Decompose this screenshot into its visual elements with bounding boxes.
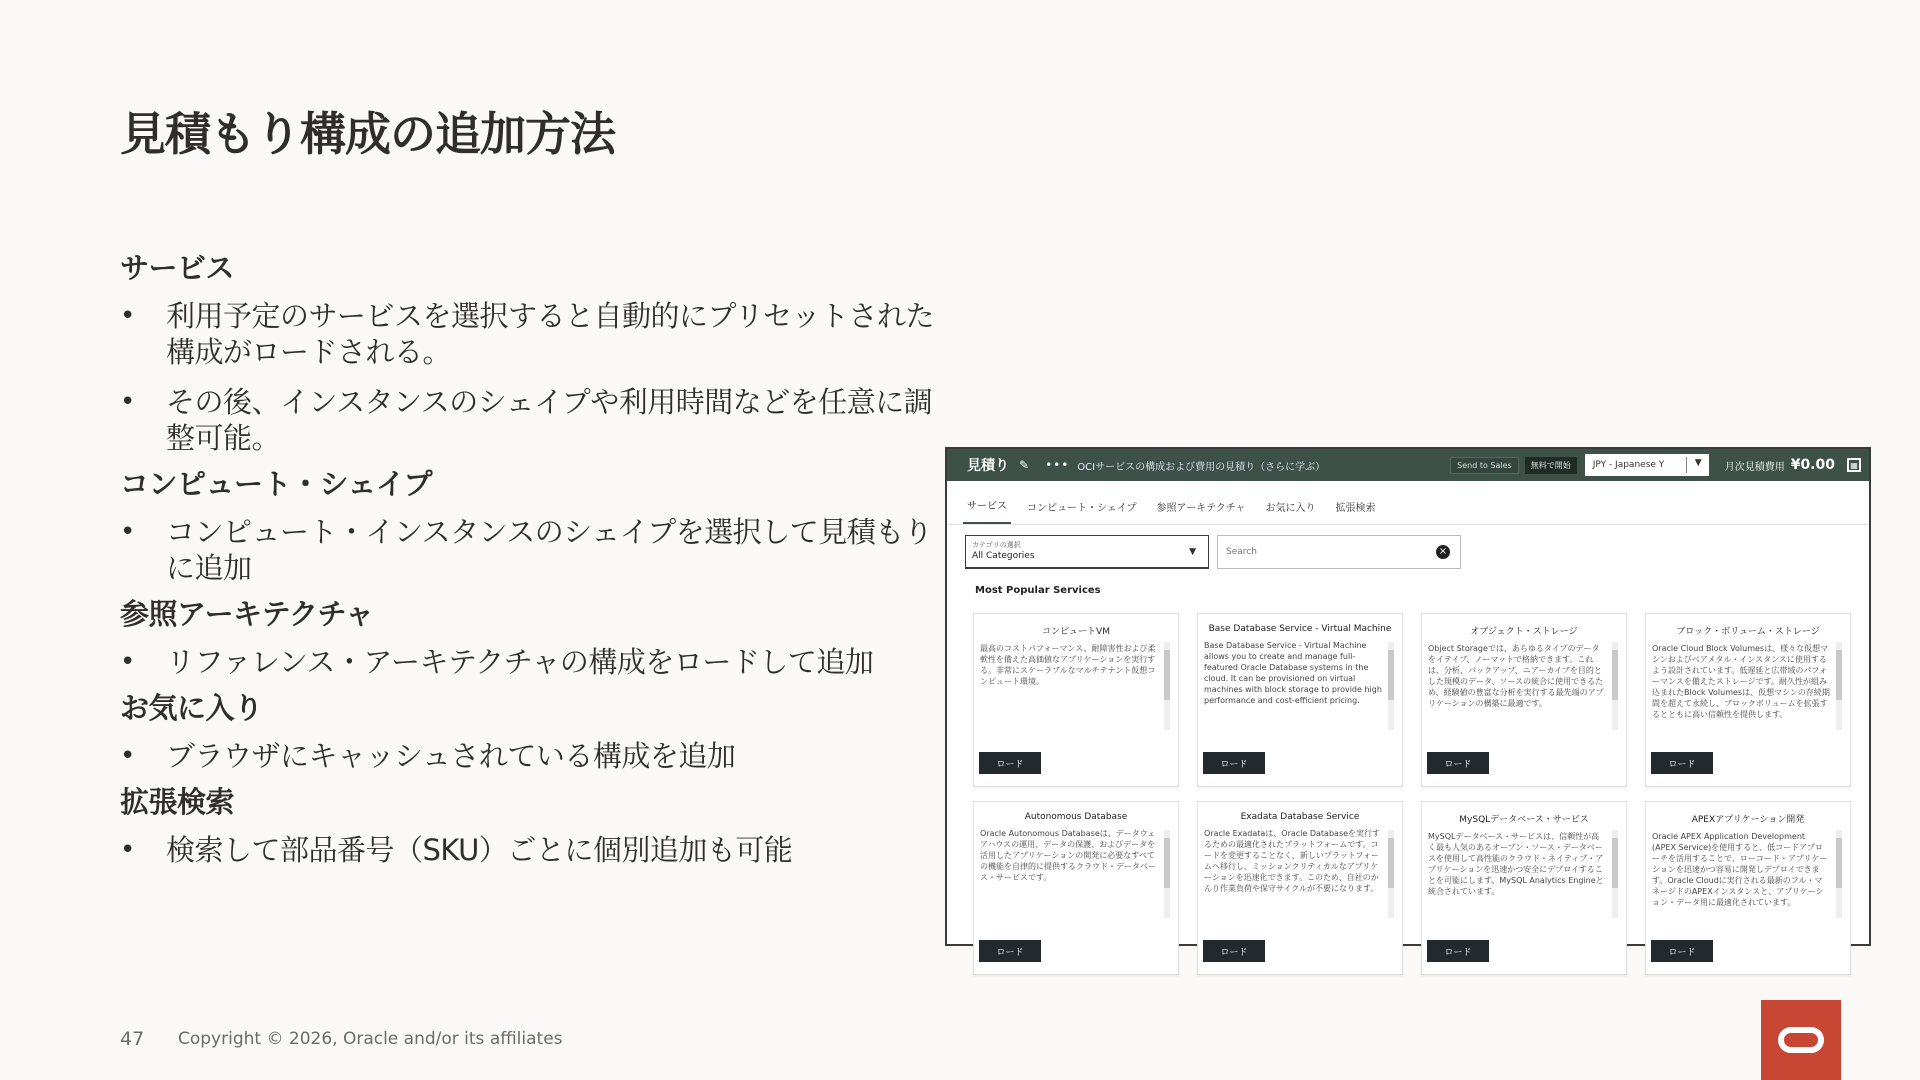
service-card xyxy=(1645,801,1851,975)
scrollbar-thumb[interactable] xyxy=(1836,838,1842,888)
service-card xyxy=(973,613,1179,787)
scrollbar-thumb[interactable] xyxy=(1164,650,1170,700)
send-to-sales-button[interactable]: Send to Sales xyxy=(1450,457,1519,474)
card-title: Autonomous Database xyxy=(1024,812,1128,822)
scrollbar-thumb[interactable] xyxy=(1836,650,1842,700)
tab-favorites[interactable]: お気に入り xyxy=(1265,503,1316,514)
tab-reference-architecture[interactable]: 参照アーキテクチャ xyxy=(1156,503,1246,514)
search-input[interactable] xyxy=(1218,536,1418,568)
load-button[interactable]: ロード xyxy=(979,940,1041,962)
card-title: Exadata Database Service xyxy=(1240,812,1360,822)
card-scrollbar[interactable] xyxy=(1612,642,1618,730)
load-button[interactable]: ロード xyxy=(1651,752,1713,774)
card-scrollbar[interactable] xyxy=(1164,830,1170,918)
monthly-cost-amount: ¥0.00 xyxy=(1790,457,1835,473)
scrollbar-thumb[interactable] xyxy=(1388,650,1394,700)
load-button[interactable]: ロード xyxy=(1203,752,1265,774)
estimator-topbar xyxy=(947,449,1869,481)
section-compute-shape xyxy=(120,462,960,586)
estimator-screenshot xyxy=(945,447,1871,958)
clear-icon[interactable]: × xyxy=(1436,545,1450,559)
card-description: Oracle Cloud Block Volumesは、様々な仮想マシンおよびベアメタル・インスタンスに使用するよう設計されています。低遅延と広帯域のパフォーマンスを備えたストレージです。耐久性が組み込まれたBlock Volumesは、仮想マシンの存続期間を超えて永続し、ブロックボリュームを拡張するとともに高い信頼性を提供します。 xyxy=(1652,644,1830,719)
service-card-grid xyxy=(973,613,1853,975)
card-title: ブロック・ボリューム・ストレージ xyxy=(1676,627,1820,637)
card-title: コンピュートVM xyxy=(1042,627,1110,637)
estimate-title: 見積り xyxy=(967,458,1009,474)
section-heading: サービス xyxy=(120,251,235,285)
card-title: Base Database Service - Virtual Machine xyxy=(1208,624,1392,634)
service-card xyxy=(973,801,1179,975)
divider xyxy=(1686,457,1687,473)
load-button[interactable]: ロード xyxy=(1203,940,1265,962)
load-button[interactable]: ロード xyxy=(1427,752,1489,774)
load-button[interactable]: ロード xyxy=(1427,940,1489,962)
content-list xyxy=(120,246,960,874)
currency-select[interactable] xyxy=(1585,454,1709,476)
card-description: Object Storageでは、あらゆるタイプのデータをイテイブ、ノーマットで格納できます。これは、分析、バックアップ、ニアーカイブを目的とした規模のデータ、ソースの統合に使用できるため、経験値の豊富な分析を実行する最先端のアプリケーションの構築に最適です。 xyxy=(1428,644,1604,708)
bullet-item: • その後、インスタンスのシェイプや利用時間などを任意に調整可能。 xyxy=(120,384,960,456)
slide-title: 見積もり構成の追加方法 xyxy=(120,107,615,161)
card-scrollbar[interactable] xyxy=(1836,642,1842,730)
filter-bar xyxy=(965,535,1461,569)
card-scrollbar[interactable] xyxy=(1612,830,1618,918)
category-select[interactable] xyxy=(965,535,1209,569)
card-description: MySQLデータベース・サービスは、信頼性が高く最も人気のあるオープン・ソース・データベースを使用して高性能のクラウド・ネイティブ・アプリケーションを迅速かつ安全にデプロイすることを可能にします。MySQL Analytics Engineと統合されています。 xyxy=(1428,832,1604,896)
scrollbar-thumb[interactable] xyxy=(1388,838,1394,888)
category-value: All Categories xyxy=(972,551,1035,561)
scrollbar-thumb[interactable] xyxy=(1612,650,1618,700)
card-description: Oracle APEX Application Development (APEX Service)を使用すると、低コードアプローチを活用することで、ローコード・アプリケーションを迅速かつ容易に開発しデプロイできます。Oracle Cloudに実行される最新のフル・マネージドのAPEXインスタンスと、アプリケーション・データ用に最適化されています。 xyxy=(1652,832,1828,907)
monthly-cost-label: 月次見積費用 xyxy=(1724,461,1785,473)
service-card xyxy=(1197,613,1403,787)
tab-compute-shape[interactable]: コンピュート・シェイプ xyxy=(1027,503,1137,514)
section-heading: お気に入り xyxy=(120,691,263,725)
estimate-description: OCIサービスの構成および費用の見積り（さらに学ぶ） xyxy=(1077,461,1326,473)
section-extended-search xyxy=(120,780,960,868)
tab-services[interactable]: サービス xyxy=(963,497,1011,524)
oracle-ring-icon xyxy=(1778,1027,1824,1053)
copyright-notice: Copyright © 2026, Oracle and/or its affiliates xyxy=(178,1029,563,1049)
card-scrollbar[interactable] xyxy=(1388,642,1394,730)
calculator-icon[interactable]: ▦ xyxy=(1847,458,1861,472)
card-description: Oracle Autonomous Databaseは、データウェアハウスの運用、データの保護、およびデータを活用したアプリケーションの開発に必要なすべての機能を自律的に提供するクラウド・データベース・サービスです。 xyxy=(980,829,1156,882)
section-services xyxy=(120,246,960,456)
bullet-item: • コンピュート・インスタンスのシェイプを選択して見積もりに追加 xyxy=(120,514,960,586)
service-card xyxy=(1421,613,1627,787)
section-heading: コンピュート・シェイプ xyxy=(120,467,433,501)
card-title: MySQLデータベース・サービス xyxy=(1459,815,1589,825)
service-card xyxy=(1645,613,1851,787)
card-scrollbar[interactable] xyxy=(1836,830,1842,918)
page-number: 47 xyxy=(120,1028,145,1050)
card-description: Oracle Exadataは、Oracle Databaseを実行するための最適化されたプラットフォームです。コードを変更することなく、新しいプラットフォームへ移行し、ミッションクリティカルなアプリケーションを迅速化できます。このため、自社のかんり作業負荷や保守サイクルが不要になります。 xyxy=(1204,829,1381,893)
estimator-tabs xyxy=(947,481,1869,525)
load-button[interactable]: ロード xyxy=(1651,940,1713,962)
card-scrollbar[interactable] xyxy=(1164,642,1170,730)
search-field[interactable] xyxy=(1217,535,1461,569)
tab-extended-search[interactable]: 拡張検索 xyxy=(1335,503,1376,514)
section-favorites xyxy=(120,686,960,774)
service-card xyxy=(1421,801,1627,975)
chevron-down-icon: ▼ xyxy=(1189,547,1196,557)
free-trial-button[interactable]: 無料で開始 xyxy=(1525,457,1577,474)
card-description: 最高のコストパフォーマンス、耐障害性および柔軟性を備えた高価値なアプリケーションを実行する。非常にスケーラブルなマルチテナント仮想コンピュート環境。 xyxy=(980,644,1156,686)
card-title: オブジェクト・ストレージ xyxy=(1470,627,1578,637)
card-title: APEXアプリケーション開発 xyxy=(1691,815,1805,825)
card-scrollbar[interactable] xyxy=(1388,830,1394,918)
bullet-item: • 検索して部品番号（SKU）ごとに個別追加も可能 xyxy=(120,832,960,868)
popular-services-heading: Most Popular Services xyxy=(975,585,1101,596)
chevron-down-icon: ▼ xyxy=(1694,458,1702,468)
section-heading: 拡張検索 xyxy=(120,785,235,819)
bullet-item: • 利用予定のサービスを選択すると自動的にプリセットされた構成がロードされる。 xyxy=(120,298,960,370)
bullet-item: • ブラウザにキャッシュされている構成を追加 xyxy=(120,738,960,774)
service-card xyxy=(1197,801,1403,975)
load-button[interactable]: ロード xyxy=(979,752,1041,774)
oracle-logo xyxy=(1761,1000,1841,1080)
more-icon[interactable]: ••• xyxy=(1045,458,1070,472)
bullet-item: • リファレンス・アーキテクチャの構成をロードして追加 xyxy=(120,644,960,680)
scrollbar-thumb[interactable] xyxy=(1612,838,1618,888)
scrollbar-thumb[interactable] xyxy=(1164,838,1170,888)
category-label: カテゴリの選択 xyxy=(972,541,1021,549)
pencil-icon[interactable]: ✎ xyxy=(1019,458,1030,472)
card-description: Base Database Service - Virtual Machine allows you to create and manage full-featured Oracle Database systems in the cloud. It can be provisioned on virtual machines with block storage to provide high performance and cost-efficient pricing. xyxy=(1204,641,1382,705)
section-heading: 参照アーキテクチャ xyxy=(120,597,374,631)
section-reference-architecture xyxy=(120,592,960,680)
currency-value: JPY - Japanese Y xyxy=(1592,460,1665,470)
